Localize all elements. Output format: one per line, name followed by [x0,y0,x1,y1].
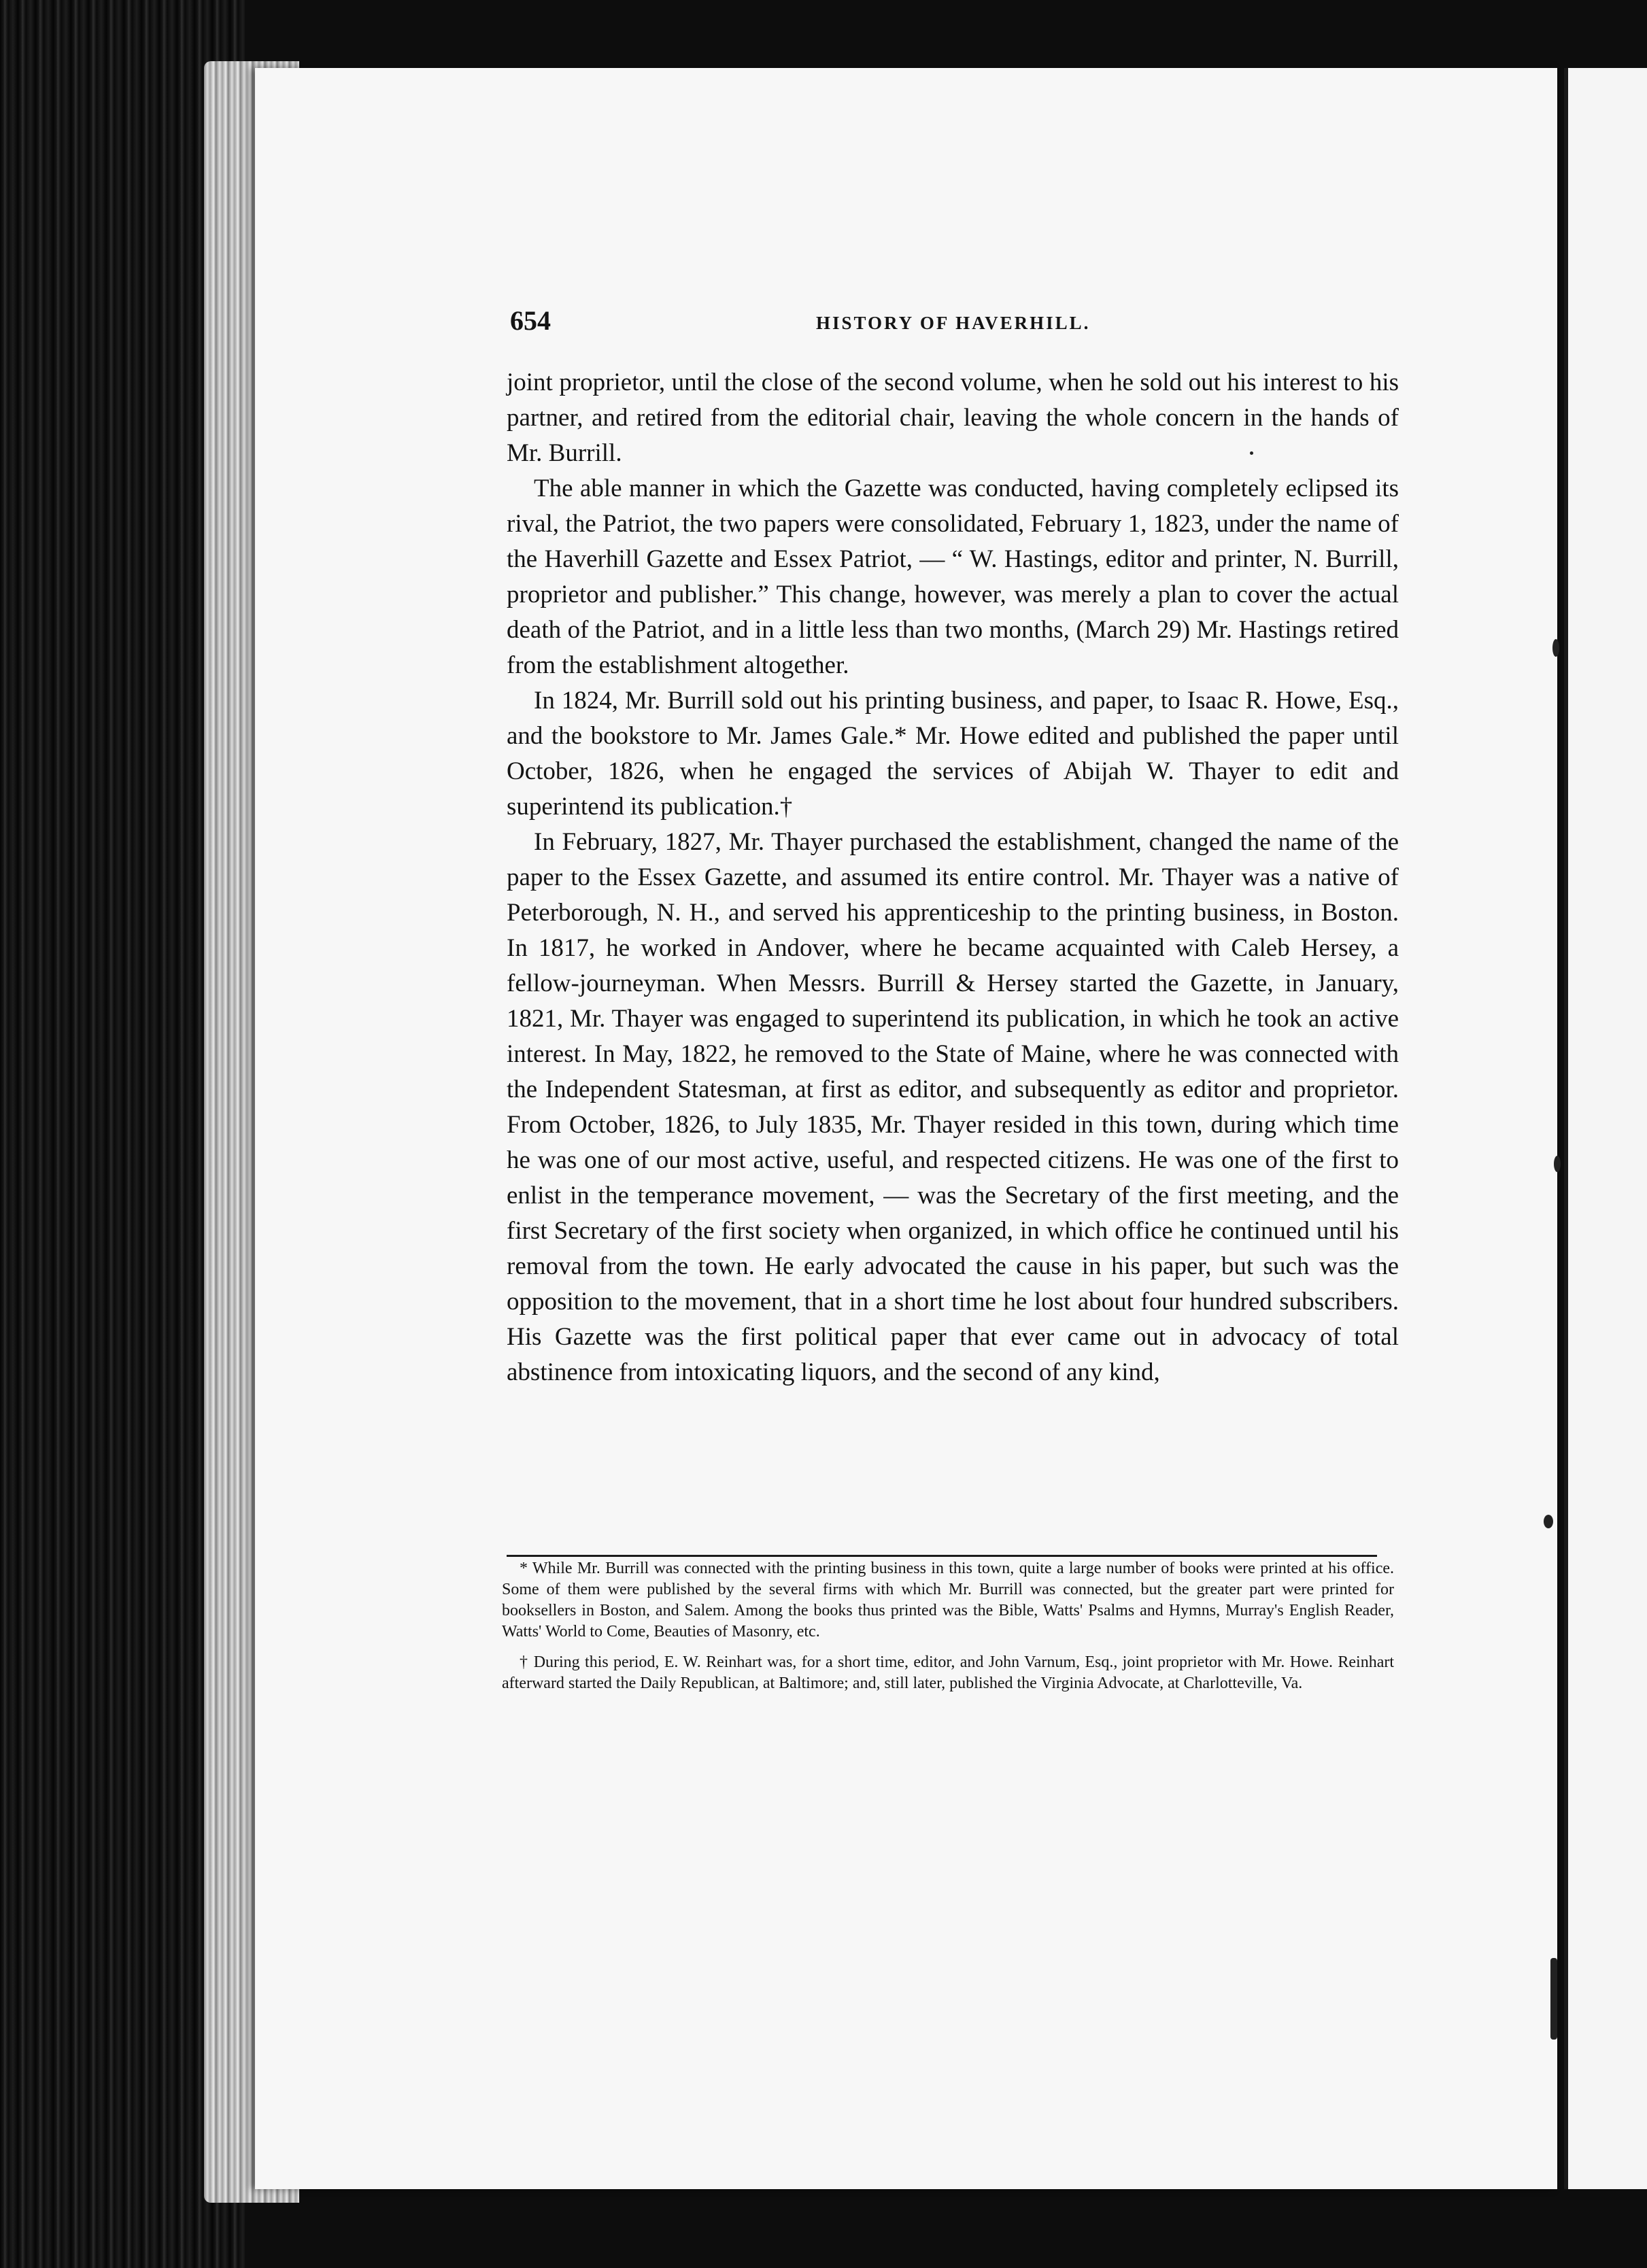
paragraph: In February, 1827, Mr. Thayer purchased the establishment, changed the name of the paper to the Essex Gazette, and assumed its entire control. Mr. Thayer was a native of Peterborough, N. H., and served his apprenticeship to the printing business, in Boston. In 1817, he worked in Andover, where he became acquainted with Caleb Hersey, a fellow-journeyman. When Messrs. Burrill & Hersey started the Gazette, in January, 1821, Mr. Thayer was engaged to superintend its publication, in which he took an active interest. In May, 1822, he removed to the State of Maine, where he was connected with the Independent Statesman, at first as editor, and subsequently as editor and proprietor. From October, 1826, to July 1835, Mr. Thayer resided in this town, during which time he was one of our most active, useful, and respected citizens. He was one of the first to enlist in the temperance movement, — was the Secretary of the first meeting, and the first Secretary of the first society when organized, in which office he continued until his removal from the town. He early advocated the cause in his paper, but such was the opposition to the movement, that in a short time he lost about four hundred subscribers. His Gazette was the first political paper that ever came out in advocacy of total abstinence from intoxicating liquors, and the second of any kind, [507,828,1399,1386]
footnote-rule [507,1555,1377,1557]
facing-page-edge [1564,68,1647,2189]
running-head: HISTORY OF HAVERHILL. [816,313,1091,333]
page-number: 654 [510,305,551,336]
body-text [507,365,1399,1390]
footnote: * While Mr. Burrill was connected with the printing business in this town, quite a large number of books were printed at his office. Some of them were published by the several firms with which Mr. Burrill was connected, but the greater part were printed for booksellers in Boston, and Salem. Among the books thus printed was the Bible, Watts' Psalms and Hymns, Murray's English Reader, Watts' World to Come, Beauties of Masonry, etc. [502,1560,1394,1640]
footnote: † During this period, E. W. Reinhart was, for a short time, editor, and John Varnum, Esq., joint proprietor with Mr. Howe. Reinhart afterward started the Daily Republican, at Baltimore; and, still later, published the Virginia Advocate, at Charlotteville, Va. [502,1653,1394,1692]
paragraph: joint proprietor, until the close of the second volume, when he sold out his interest to his partner, and retired from the editorial chair, leaving the whole concern in the hands of Mr. Burrill. [507,368,1399,467]
footnotes [502,1558,1394,1704]
paragraph: The able manner in which the Gazette was conducted, having completely eclipsed its rival, the Patriot, the two papers were consolidated, February 1, 1823, under the name of the Haverhill Gazette and Essex Patriot, — “ W. Hastings, editor and printer, N. Burrill, proprietor and publisher.” This change, however, was merely a plan to cover the actual death of the Patriot, and in a little less than two months, (March 29) Mr. Hastings retired from the establishment altogether. [507,475,1399,679]
paragraph: In 1824, Mr. Burrill sold out his printing business, and paper, to Isaac R. Howe, Esq., and the bookstore to Mr. James Gale.* Mr. Howe edited and published the paper until October, 1826, when he engaged the services of Abijah W. Thayer to edit and superintend its publication.† [507,687,1399,821]
page-header [510,305,1394,345]
